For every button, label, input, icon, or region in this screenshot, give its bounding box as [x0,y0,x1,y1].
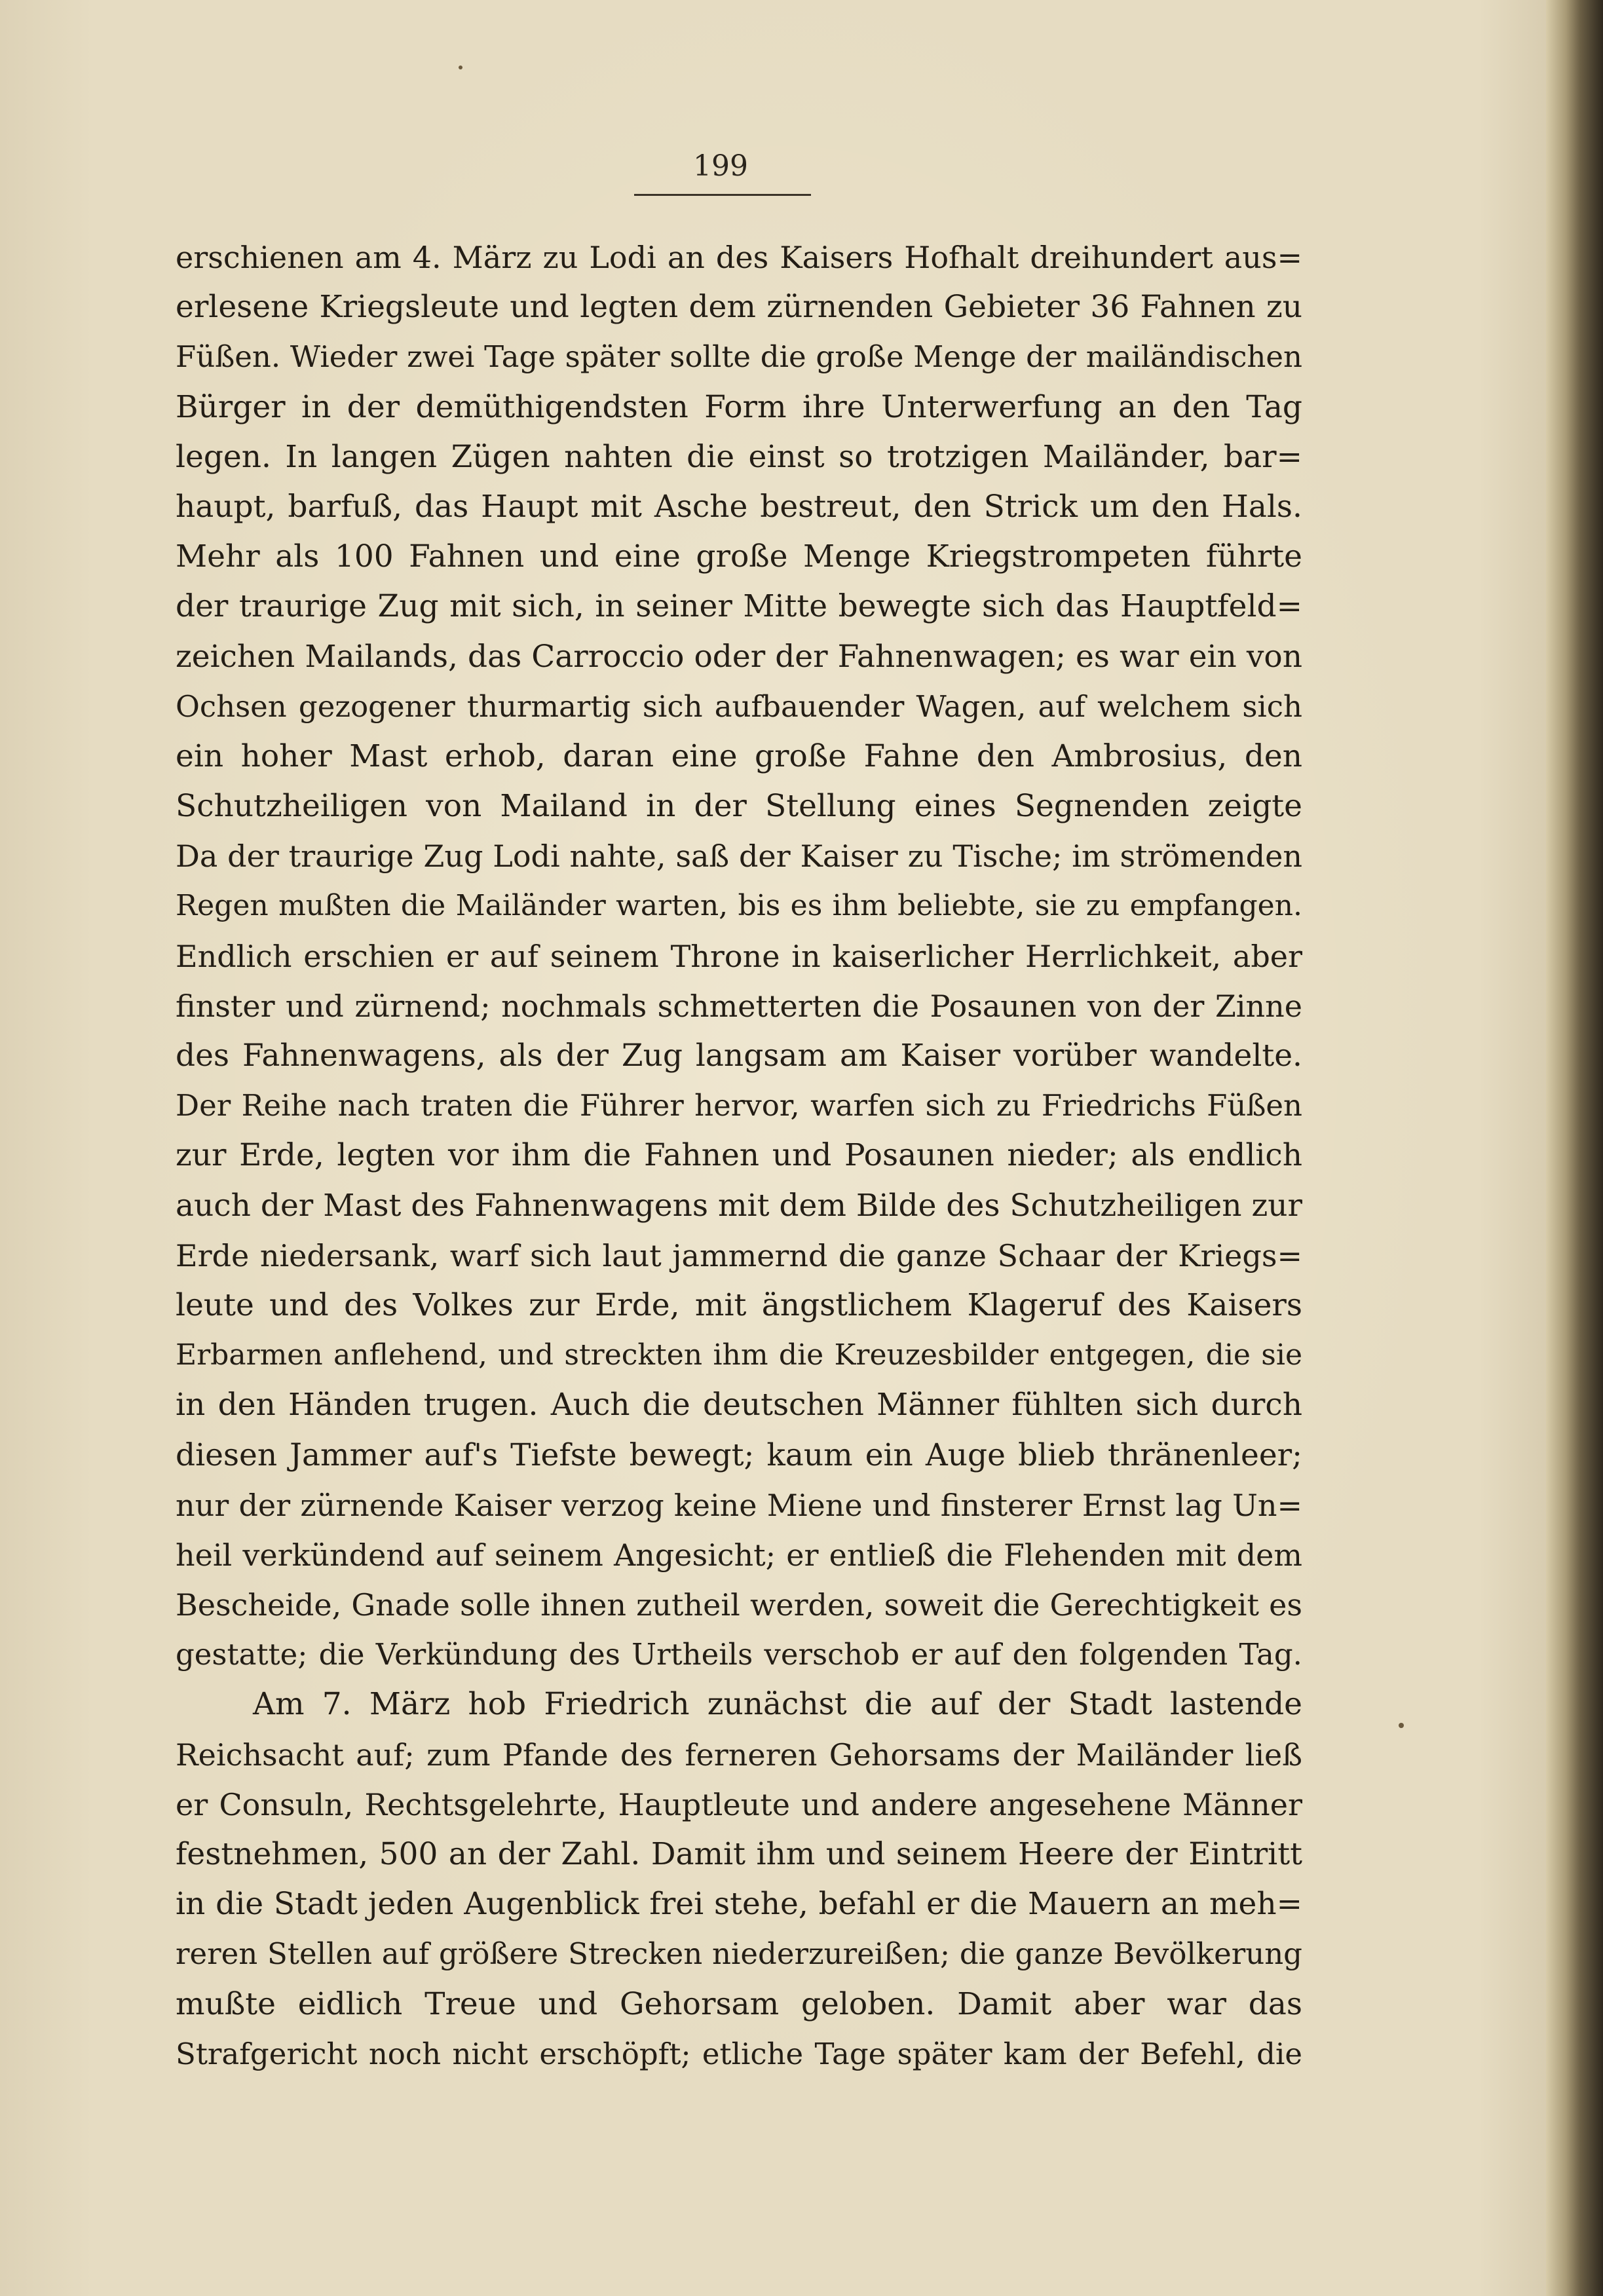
text-line: der traurige Zug mit sich, in seiner Mitte bewegte sich das Hauptfeld= [176,588,1302,625]
text-line: Füßen. Wieder zwei Tage später sollte die große Menge der mailändischen [176,339,1302,375]
text-line: gestatte; die Verkündung des Urtheils verschob er auf den folgenden Tag. [176,1637,1302,1672]
body-text [176,233,1302,2079]
text-line: Regen mußten die Mailänder warten, bis es ihm beliebte, sie zu empfangen. [176,889,1302,923]
paper-speck [459,66,462,69]
text-line: er Consuln, Rechtsgelehrte, Hauptleute und andere angesehene Männer [176,1786,1302,1822]
text-line: diesen Jammer auf's Tiefste bewegt; kaum ein Auge blieb thränenleer; [176,1437,1302,1473]
text-line: auch der Mast des Fahnenwagens mit dem Bilde des Schutzheiligen zur [176,1187,1302,1224]
book-edge [1546,0,1603,2296]
text-line: zeichen Mailands, das Carroccio oder der Fahnenwagen; es war ein von [176,638,1302,675]
text-line: Strafgericht noch nicht erschöpft; etliche Tage später kam der Befehl, die [176,2036,1302,2071]
text-line: Da der traurige Zug Lodi nahte, saß der Kaiser zu Tische; im strömenden [176,838,1302,875]
text-line: erlesene Kriegsleute und legten dem zürnenden Gebieter 36 Fahnen zu [176,289,1302,326]
text-line: Erbarmen anflehend, und streckten ihm die Kreuzesbilder entgegen, die sie [176,1338,1302,1372]
text-line: nur der zürnende Kaiser verzog keine Miene und finsterer Ernst lag Un= [176,1487,1302,1523]
text-line: reren Stellen auf größere Strecken niederzureißen; die ganze Bevölkerung [176,1936,1302,1972]
paper-speck [1399,1723,1404,1728]
text-line: festnehmen, 500 an der Zahl. Damit ihm und seinem Heere der Eintritt [176,1836,1302,1872]
text-line: in den Händen trugen. Auch die deutschen Männer fühlten sich durch [176,1387,1302,1423]
text-line: in die Stadt jeden Augenblick frei stehe, befahl er die Mauern an meh= [176,1886,1302,1923]
paragraph-start-line: Am 7. März hob Friedrich zunächst die auf der Stadt lastende [253,1686,1302,1723]
text-line: zur Erde, legten vor ihm die Fahnen und Posaunen nieder; als endlich [176,1137,1302,1174]
header-rule [634,194,811,196]
text-line: leute und des Volkes zur Erde, mit ängstlichem Klageruf des Kaisers [176,1287,1302,1323]
text-line: finster und zürnend; nochmals schmetterten die Posaunen von der Zinne [176,988,1302,1024]
text-line: Mehr als 100 Fahnen und eine große Menge Kriegstrompeten führte [176,538,1302,575]
text-line: Bescheide, Gnade solle ihnen zutheil werden, soweit die Gerechtigkeit es [176,1587,1302,1623]
text-line: erschienen am 4. März zu Lodi an des Kaisers Hofhalt dreihundert aus= [176,240,1302,275]
text-line: Der Reihe nach traten die Führer hervor, warfen sich zu Friedrichs Füßen [176,1088,1302,1123]
text-line: Bürger in der demüthigendsten Form ihre Unterwerfung an den Tag [176,388,1302,425]
text-line: des Fahnenwagens, als der Zug langsam am Kaiser vorüber wandelte. [176,1038,1302,1074]
text-line: mußte eidlich Treue und Gehorsam geloben. Damit aber war das [176,1985,1302,2022]
text-line: legen. In langen Zügen nahten die einst so trotzigen Mailänder, bar= [176,438,1302,475]
text-line: Endlich erschien er auf seinem Throne in kaiserlicher Herrlichkeit, aber [176,938,1302,974]
text-line: Schutzheiligen von Mailand in der Stellung eines Segnenden zeigte [176,788,1302,825]
page-number: 199 [693,149,748,183]
text-line: Ochsen gezogener thurmartig sich aufbauender Wagen, auf welchem sich [176,688,1302,724]
text-line: Erde niedersank, warf sich laut jammernd die ganze Schaar der Kriegs= [176,1237,1302,1273]
text-line: ein hoher Mast erhob, daran eine große Fahne den Ambrosius, den [176,738,1302,774]
text-line: Reichsacht auf; zum Pfande des ferneren Gehorsams der Mailänder ließ [176,1737,1302,1773]
text-line: haupt, barfuß, das Haupt mit Asche bestreut, den Strick um den Hals. [176,488,1302,525]
text-line: heil verkündend auf seinem Angesicht; er entließ die Flehenden mit dem [176,1537,1302,1573]
